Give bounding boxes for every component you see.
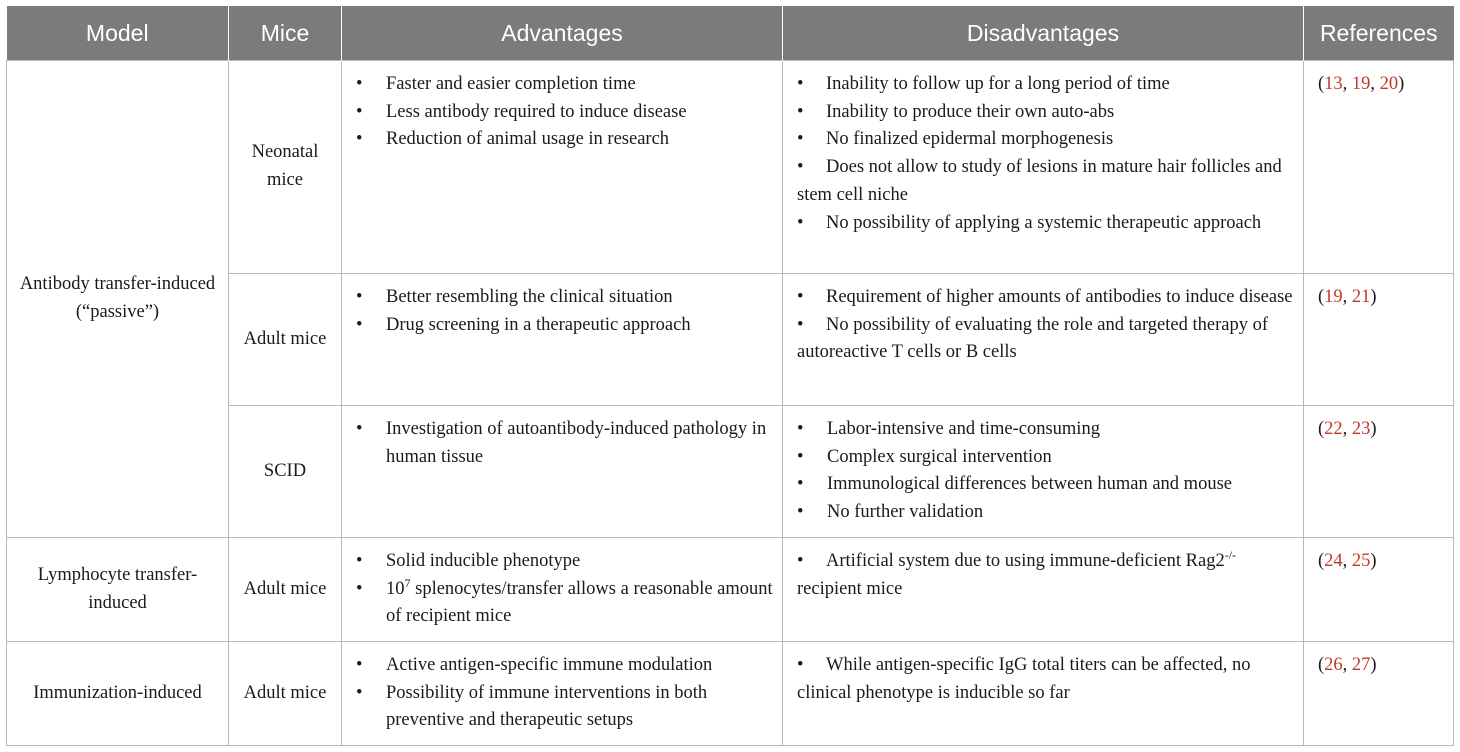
bullet-mark: •: [797, 101, 804, 122]
bullet-mark: •: [356, 101, 363, 122]
mice-cell: Adult mice: [229, 642, 342, 746]
advantages-cell: [342, 538, 783, 642]
header-row: [7, 6, 1454, 61]
disadvantages-cell: [783, 538, 1304, 642]
header-disadvantages: Disadvantages: [783, 6, 1304, 61]
list-item-text: Faster and easier completion time: [386, 74, 636, 94]
list-item: [797, 471, 1295, 499]
reference-link[interactable]: 19: [1324, 287, 1343, 307]
advantages-cell: [342, 642, 783, 746]
list-item-text: Complex surgical intervention: [827, 446, 1052, 467]
list-item: [356, 680, 774, 735]
table-row: [7, 538, 1454, 642]
list-item: [797, 499, 1295, 527]
table-row: [7, 61, 1454, 274]
list-item: [797, 652, 1295, 707]
mouse-models-table: [6, 6, 1454, 746]
list-item: [797, 312, 1295, 367]
list-item: [797, 444, 1295, 472]
reference-link[interactable]: 26: [1324, 655, 1343, 675]
bullet-mark: •: [356, 314, 363, 335]
list-item-text: Less antibody required to induce disease: [386, 101, 687, 122]
table-row: [7, 642, 1454, 746]
bullet-mark: •: [797, 655, 804, 675]
list-item: • $10^7$ splenocytes/transfer allows a reasonable amount of recipient mice: [356, 575, 773, 627]
list-item-text: No possibility of applying a systemic therapeutic approach: [826, 212, 1262, 233]
reference-link[interactable]: 27: [1351, 655, 1371, 675]
list-item-text: Investigation of autoantibody-induced pathology in human tissue: [386, 419, 767, 467]
list-item: [797, 154, 1295, 209]
list-item-text: No possibility of evaluating the role and targeted therapy of autoreactive T cells or B cells: [797, 314, 1268, 363]
header-references: References: [1304, 6, 1454, 61]
reference-link[interactable]: 13: [1324, 74, 1343, 94]
mice-cell: Neonatal mice: [229, 61, 342, 274]
list-item: [356, 284, 774, 312]
list-item-text: Does not allow to study of lesions in mature hair follicles and stem cell niche: [797, 157, 1282, 205]
bullet-mark: •: [797, 314, 804, 335]
model-cell: Lymphocyte transfer-induced: [7, 538, 229, 642]
list-item: [797, 210, 1295, 238]
list-item-text: Possibility of immune interventions in both preventive and therapeutic setups: [386, 682, 708, 731]
bullet-mark: •: [356, 129, 363, 150]
reference-link[interactable]: 23: [1351, 419, 1371, 439]
references-cell: (26, 27): [1304, 642, 1454, 746]
references-cell: (24, 25): [1304, 538, 1454, 642]
list-item: [356, 126, 774, 154]
references-cell: (22, 23): [1304, 406, 1454, 538]
list-item-text: Reduction of animal usage in research: [386, 129, 670, 150]
model-cell: Immunization-induced: [7, 642, 229, 746]
list-item: [356, 71, 774, 99]
table-container: [6, 6, 1453, 746]
bullet-mark: •: [797, 212, 804, 233]
reference-link[interactable]: 24: [1324, 551, 1343, 571]
bullet-mark: •: [356, 419, 363, 439]
header-mice: Mice: [229, 6, 342, 61]
list-item: [797, 99, 1295, 127]
model-cell: Antibody transfer-induced (“passive”): [7, 61, 229, 538]
references-cell: (19, 21): [1304, 274, 1454, 406]
reference-link[interactable]: 25: [1351, 551, 1371, 571]
bullet-mark: •: [356, 287, 363, 307]
list-item-text: Drug screening in a therapeutic approach: [386, 314, 691, 335]
advantages-cell: [342, 406, 783, 538]
list-item-text: Active antigen-specific immune modulation: [386, 655, 713, 675]
bullet-mark: •: [797, 446, 804, 467]
list-item: [356, 652, 774, 680]
list-item-text: Labor-intensive and time-consuming: [827, 419, 1100, 439]
bullet-mark: •: [797, 419, 804, 439]
bullet-mark: •: [797, 74, 804, 94]
bullet-mark: •: [797, 157, 804, 178]
mice-cell: SCID: [229, 406, 342, 538]
header-advantages: Advantages: [342, 6, 783, 61]
list-item: [797, 416, 1295, 444]
list-item-text: Requirement of higher amounts of antibodies to induce disease: [826, 287, 1293, 307]
reference-link[interactable]: 20: [1379, 74, 1399, 94]
bullet-mark: •: [356, 682, 363, 703]
header-model: Model: [7, 6, 229, 61]
list-item-text: No finalized epidermal morphogenesis: [826, 129, 1114, 150]
advantages-cell: [342, 274, 783, 406]
reference-link[interactable]: 22: [1324, 419, 1343, 439]
disadvantages-cell: [783, 274, 1304, 406]
list-item: [797, 71, 1295, 99]
bullet-mark: •: [797, 474, 804, 495]
disadvantages-cell: [783, 642, 1304, 746]
list-item: • Solid inducible phenotype: [356, 551, 581, 571]
list-item: [797, 126, 1295, 154]
references-cell: (13, 19, 20): [1304, 61, 1454, 274]
bullet-mark: •: [797, 287, 804, 307]
list-item-text: Inability to produce their own auto-abs: [826, 101, 1115, 122]
list-item: [356, 312, 774, 340]
mice-cell: Adult mice: [229, 538, 342, 642]
bullet-mark: •: [797, 502, 804, 523]
list-item: [356, 99, 774, 127]
reference-link[interactable]: 19: [1351, 74, 1371, 94]
disadvantages-cell: [783, 61, 1304, 274]
disadvantages-cell: [783, 406, 1304, 538]
reference-link[interactable]: 21: [1351, 287, 1371, 307]
list-item-text: While antigen-specific IgG total titers can be affected, no clinical phenotype is inducible so far: [797, 655, 1251, 703]
bullet-mark: •: [356, 655, 363, 675]
list-item-text: Inability to follow up for a long period of time: [826, 74, 1170, 94]
list-item-text: Immunological differences between human and mouse: [827, 474, 1232, 495]
mice-cell: Adult mice: [229, 274, 342, 406]
bullet-mark: •: [797, 129, 804, 150]
list-item-text: Better resembling the clinical situation: [386, 287, 673, 307]
list-item: • Artificial system due to using immune-deficient Rag2-/- recipient mice: [797, 547, 1237, 599]
list-item: [356, 416, 774, 471]
list-item: [797, 284, 1295, 312]
advantages-cell: [342, 61, 783, 274]
list-item-text: No further validation: [827, 502, 984, 523]
bullet-mark: •: [356, 74, 363, 94]
